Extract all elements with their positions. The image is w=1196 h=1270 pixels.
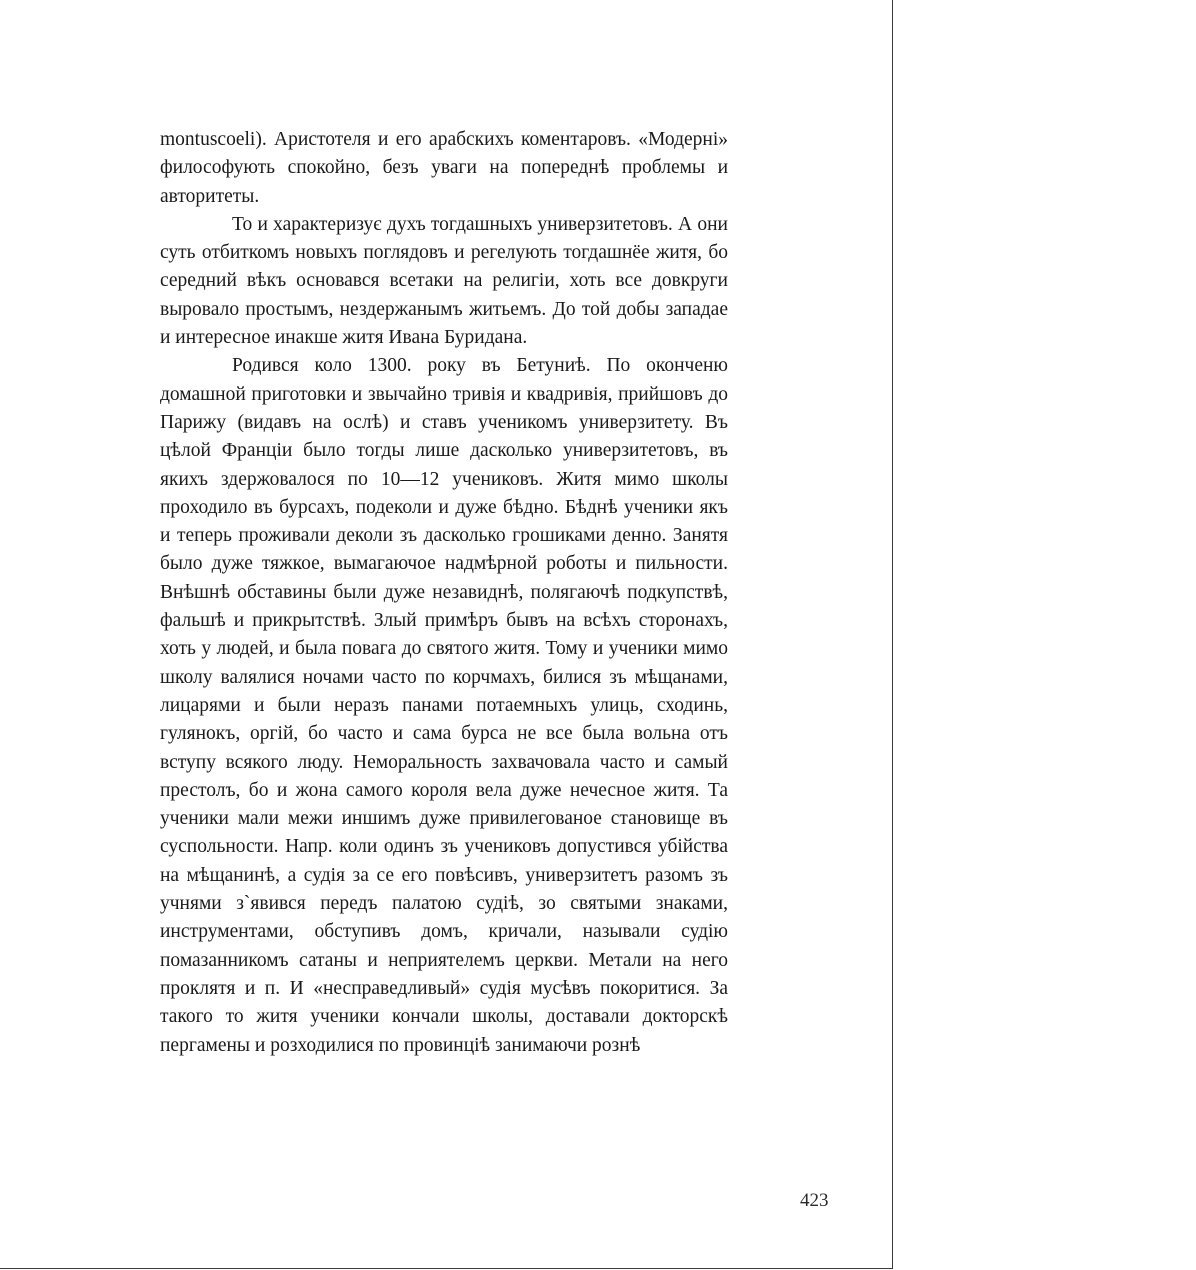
page-number: 423 <box>800 1190 829 1211</box>
paragraph-3: Родився коло 1300. року въ Бетуниѣ. По оконченю домашной приготовки и звычайно тривія и квадривія, прийшовъ до Парижу (видавъ на ослѣ) и ставъ ученикомъ универзитету. Въ цѣлой Франціи было тогды лише дасколько универзитетовъ, въ якихъ здержовалося по 10—12 учениковъ. Житя мимо школы проходило въ бурсахъ, подеколи и дуже бѣдно. Бѣднѣ ученики якъ и теперь проживали деколи зъ дасколько грошиками денно. Занятя было дуже тяжкое, вымагаючое надмѣрной роботы и пильности. Внѣшнѣ обставины были дуже незавиднѣ, полягаючѣ подкупствѣ, фальшѣ и прикрытствѣ. Злый примѣръ бывъ на всѣхъ сторонахъ, хоть у людей, и была повага до святого житя. Тому и ученики мимо школу валялися ночами часто по корчмахъ, билися зъ мѣщанами, лицарями и были неразъ панами потаемныхъ улиць, сходинь, гулянокъ, оргій, бо часто и сама бурса не все была вольна отъ вступу всякого люду. Неморальность захвачовала часто и самый престолъ, бо и жона самого короля вела дуже нечесное житя. Та ученики мали межи иншимъ дуже привилегованое становище въ суспольности. Напр. коли одинъ зъ учениковъ допустився убійства на мѣщанинѣ, а судія за се его повѣсивъ, универзитетъ разомъ зъ учнями з`явився передъ палатою судіѣ, зо святыми знаками, инструментами, обступивъ домъ, кричали, называли судію помазанникомъ сатаны и неприятелемъ церкви. Метали на него проклятя и п. И «несправедливый» судія мусѣвъ покоритися. За такого то житя ученики кончали школы, доставали докторскѣ пергамены и розходилися по провинціѣ занимаючи рознѣ <box>160 355 728 1056</box>
paragraph-1: montuscoeli). Аристотеля и его арабскихъ коментаровъ. «Модерні» философують спокойно, безъ уваги на попереднѣ проблемы и авторитеты. <box>160 129 728 207</box>
paragraph-2: То и характеризує духъ тогдашныхъ универзитетовъ. А они суть отбиткомъ новыхъ поглядовъ и регелують тогдашнёе житя, бо середний вѣкъ основався всетаки на религіи, хоть все довкруги выровало простымъ, нездержанымъ житьемъ. До той добы западае и интересное инакше житя Ивана Буридана. <box>160 213 728 349</box>
body-text <box>160 126 728 1060</box>
